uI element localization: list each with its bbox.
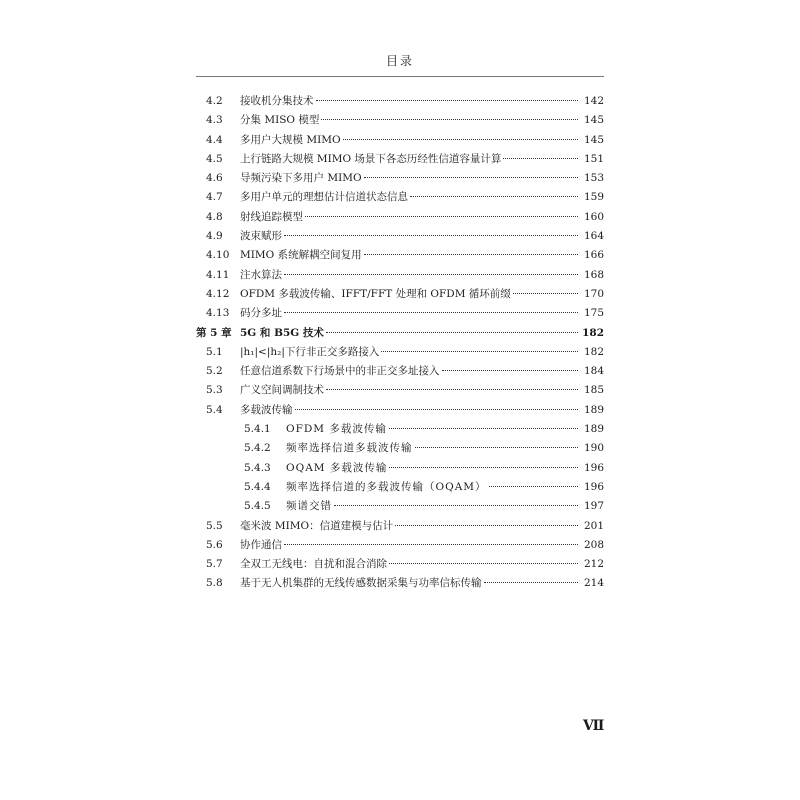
toc-entry-number: 5.4.3 xyxy=(244,461,271,474)
toc-entry-section xyxy=(196,246,604,265)
toc-entry-number: 4.3 xyxy=(206,114,223,127)
toc-entry-section xyxy=(196,381,604,400)
dot-leader xyxy=(284,312,578,313)
dot-leader xyxy=(364,254,578,255)
toc-entry-section xyxy=(196,169,604,188)
header-rule xyxy=(196,76,604,77)
toc-entry-section xyxy=(196,304,604,323)
toc-entry-title: 上行链路大规模 MIMO 场景下各态历经性信道容量计算 xyxy=(240,152,502,165)
toc-entry-title: OFDM 多载波传输、IFFT/FFT 处理和 OFDM 循环前缀 xyxy=(240,287,511,300)
toc-entry-page: 185 xyxy=(583,384,604,397)
toc-entry-page: 151 xyxy=(583,152,604,165)
toc-entry-section xyxy=(196,208,604,227)
dot-leader xyxy=(484,582,579,583)
running-header: 目录 xyxy=(385,54,414,68)
toc-entry-section xyxy=(196,401,604,420)
toc-entry-number: 5.4.1 xyxy=(244,423,271,436)
toc-entry-page: 145 xyxy=(583,133,604,146)
toc-entry-number: 4.12 xyxy=(206,287,230,300)
dot-leader xyxy=(381,351,578,352)
toc-entry-section xyxy=(196,111,604,130)
toc-entry-number: 4.6 xyxy=(206,172,223,185)
toc-entry-number: 4.8 xyxy=(206,210,223,223)
dot-leader xyxy=(334,505,578,506)
toc-entry-page: 160 xyxy=(583,210,604,223)
dot-leader xyxy=(503,158,578,159)
toc-entry-page: 159 xyxy=(583,191,604,204)
toc-entry-title: 广义空间调制技术 xyxy=(240,384,324,397)
dot-leader xyxy=(326,389,578,390)
toc-entry-number: 4.10 xyxy=(206,249,230,262)
toc-entry-page: 196 xyxy=(583,461,604,474)
toc-entry-title: 注水算法 xyxy=(240,268,282,281)
toc-entry-subsection xyxy=(196,497,604,516)
toc-entry-page: 212 xyxy=(583,558,604,571)
toc-entry-section xyxy=(196,131,604,150)
toc-entry-page: 170 xyxy=(583,287,604,300)
dot-leader xyxy=(284,544,578,545)
dot-leader xyxy=(389,467,578,468)
toc-entry-page: 189 xyxy=(583,423,604,436)
toc-entry-title: 毫米波 MIMO：信道建模与估计 xyxy=(240,519,394,532)
toc-entry-title: OFDM 多载波传输 xyxy=(286,423,387,436)
toc-entry-section xyxy=(196,266,604,285)
dot-leader xyxy=(364,177,578,178)
toc-entry-number: 5.2 xyxy=(206,365,223,378)
toc-entry-number: 4.13 xyxy=(206,307,230,320)
toc-entry-number: 5.4.5 xyxy=(244,500,271,513)
toc-entry-title: 频率选择信道多载波传输 xyxy=(286,442,413,455)
toc-entry-title: |h₁|<|h₂|下行非正交多路接入 xyxy=(240,345,380,358)
toc-entry-title: 5G 和 B5G 技术 xyxy=(240,326,324,339)
toc-entry-number: 4.2 xyxy=(206,95,223,107)
toc-entry-title: 频率选择信道的多载波传输（OQAM） xyxy=(286,480,487,493)
toc-entry-title: 接收机分集技术 xyxy=(240,95,314,107)
toc-entry-number: 4.4 xyxy=(206,133,223,146)
toc-entry-section xyxy=(196,92,604,111)
toc-entry-number: 5.5 xyxy=(206,519,223,532)
dot-leader xyxy=(395,525,578,526)
toc-entry-page: 189 xyxy=(583,403,604,416)
dot-leader xyxy=(513,293,578,294)
dot-leader xyxy=(415,447,579,448)
dot-leader xyxy=(389,428,578,429)
toc-entry-page: 166 xyxy=(583,249,604,262)
toc-entry-page: 168 xyxy=(583,268,604,281)
toc-entry-number: 4.7 xyxy=(206,191,223,204)
toc-entry-title: 频谱交错 xyxy=(286,500,332,513)
toc-entry-number: 5.8 xyxy=(206,577,223,590)
toc-entry-number: 5.1 xyxy=(206,345,223,358)
dot-leader xyxy=(321,119,578,120)
toc-entry-title: 波束赋形 xyxy=(240,230,282,243)
toc-entry-chapter xyxy=(196,324,604,343)
dot-leader xyxy=(284,274,578,275)
toc-entry-page: 196 xyxy=(583,480,604,493)
toc-entry-section xyxy=(196,574,604,593)
toc-entry-number: 5.4 xyxy=(206,403,223,416)
dot-leader xyxy=(295,409,579,410)
toc-entry-title: 分集 MISO 模型 xyxy=(240,114,320,127)
toc-entry-page: 182 xyxy=(583,345,604,358)
toc-entry-title: 导频污染下多用户 MIMO xyxy=(240,172,362,185)
toc-entry-title: 全双工无线电：自扰和混合消除 xyxy=(240,558,387,571)
toc-entry-number: 第 5 章 xyxy=(196,326,232,339)
toc-entry-number: 4.9 xyxy=(206,230,223,243)
dot-leader xyxy=(343,139,578,140)
toc-entry-title: 多载波传输 xyxy=(240,403,293,416)
toc-entry-section xyxy=(196,285,604,304)
toc-entry-title: 码分多址 xyxy=(240,307,282,320)
dot-leader xyxy=(489,486,578,487)
table-of-contents xyxy=(196,92,604,594)
toc-entry-title: 射线追踪模型 xyxy=(240,210,303,223)
toc-entry-page: 201 xyxy=(583,519,604,532)
toc-entry-page: 208 xyxy=(583,538,604,551)
toc-entry-title: 任意信道系数下行场景中的非正交多址接入 xyxy=(240,365,440,378)
toc-entry-title: OQAM 多载波传输 xyxy=(286,461,388,474)
dot-leader xyxy=(326,332,578,333)
toc-entry-page: 153 xyxy=(583,172,604,185)
toc-entry-subsection xyxy=(196,459,604,478)
toc-entry-number: 5.7 xyxy=(206,558,223,571)
toc-entry-page: 145 xyxy=(583,114,604,127)
dot-leader xyxy=(442,370,579,371)
toc-entry-section xyxy=(196,343,604,362)
toc-entry-number: 5.3 xyxy=(206,384,223,397)
toc-entry-title: 多用户单元的理想估计信道状态信息 xyxy=(240,191,408,204)
toc-entry-section xyxy=(196,150,604,169)
toc-entry-number: 4.11 xyxy=(206,268,230,281)
page-folio: Ⅶ xyxy=(583,718,605,734)
dot-leader xyxy=(389,563,578,564)
toc-entry-section xyxy=(196,536,604,555)
toc-entry-page: 175 xyxy=(583,307,604,320)
toc-entry-subsection xyxy=(196,420,604,439)
toc-entry-title: MIMO 系统解耦空间复用 xyxy=(240,249,362,262)
toc-entry-page: 182 xyxy=(582,326,604,339)
toc-entry-page: 197 xyxy=(583,500,604,513)
toc-entry-number: 4.5 xyxy=(206,152,223,165)
toc-entry-number: 5.6 xyxy=(206,538,223,551)
dot-leader xyxy=(284,235,578,236)
toc-entry-page: 142 xyxy=(583,95,604,107)
dot-leader xyxy=(410,196,578,197)
dot-leader xyxy=(316,100,579,101)
toc-entry-subsection xyxy=(196,478,604,497)
toc-entry-page: 184 xyxy=(583,365,604,378)
toc-entry-section xyxy=(196,555,604,574)
toc-entry-page: 214 xyxy=(583,577,604,590)
toc-entry-title: 多用户大规模 MIMO xyxy=(240,133,341,146)
toc-entry-section xyxy=(196,227,604,246)
toc-entry-title: 协作通信 xyxy=(240,538,282,551)
toc-entry-section xyxy=(196,188,604,207)
dot-leader xyxy=(305,216,578,217)
toc-entry-title: 基于无人机集群的无线传感数据采集与功率信标传输 xyxy=(240,577,482,590)
toc-entry-page: 190 xyxy=(583,442,604,455)
toc-entry-subsection xyxy=(196,439,604,458)
toc-entry-section xyxy=(196,362,604,381)
toc-entry-number: 5.4.4 xyxy=(244,480,271,493)
toc-entry-page: 164 xyxy=(583,230,604,243)
toc-entry-section xyxy=(196,517,604,536)
toc-entry-number: 5.4.2 xyxy=(244,442,271,455)
